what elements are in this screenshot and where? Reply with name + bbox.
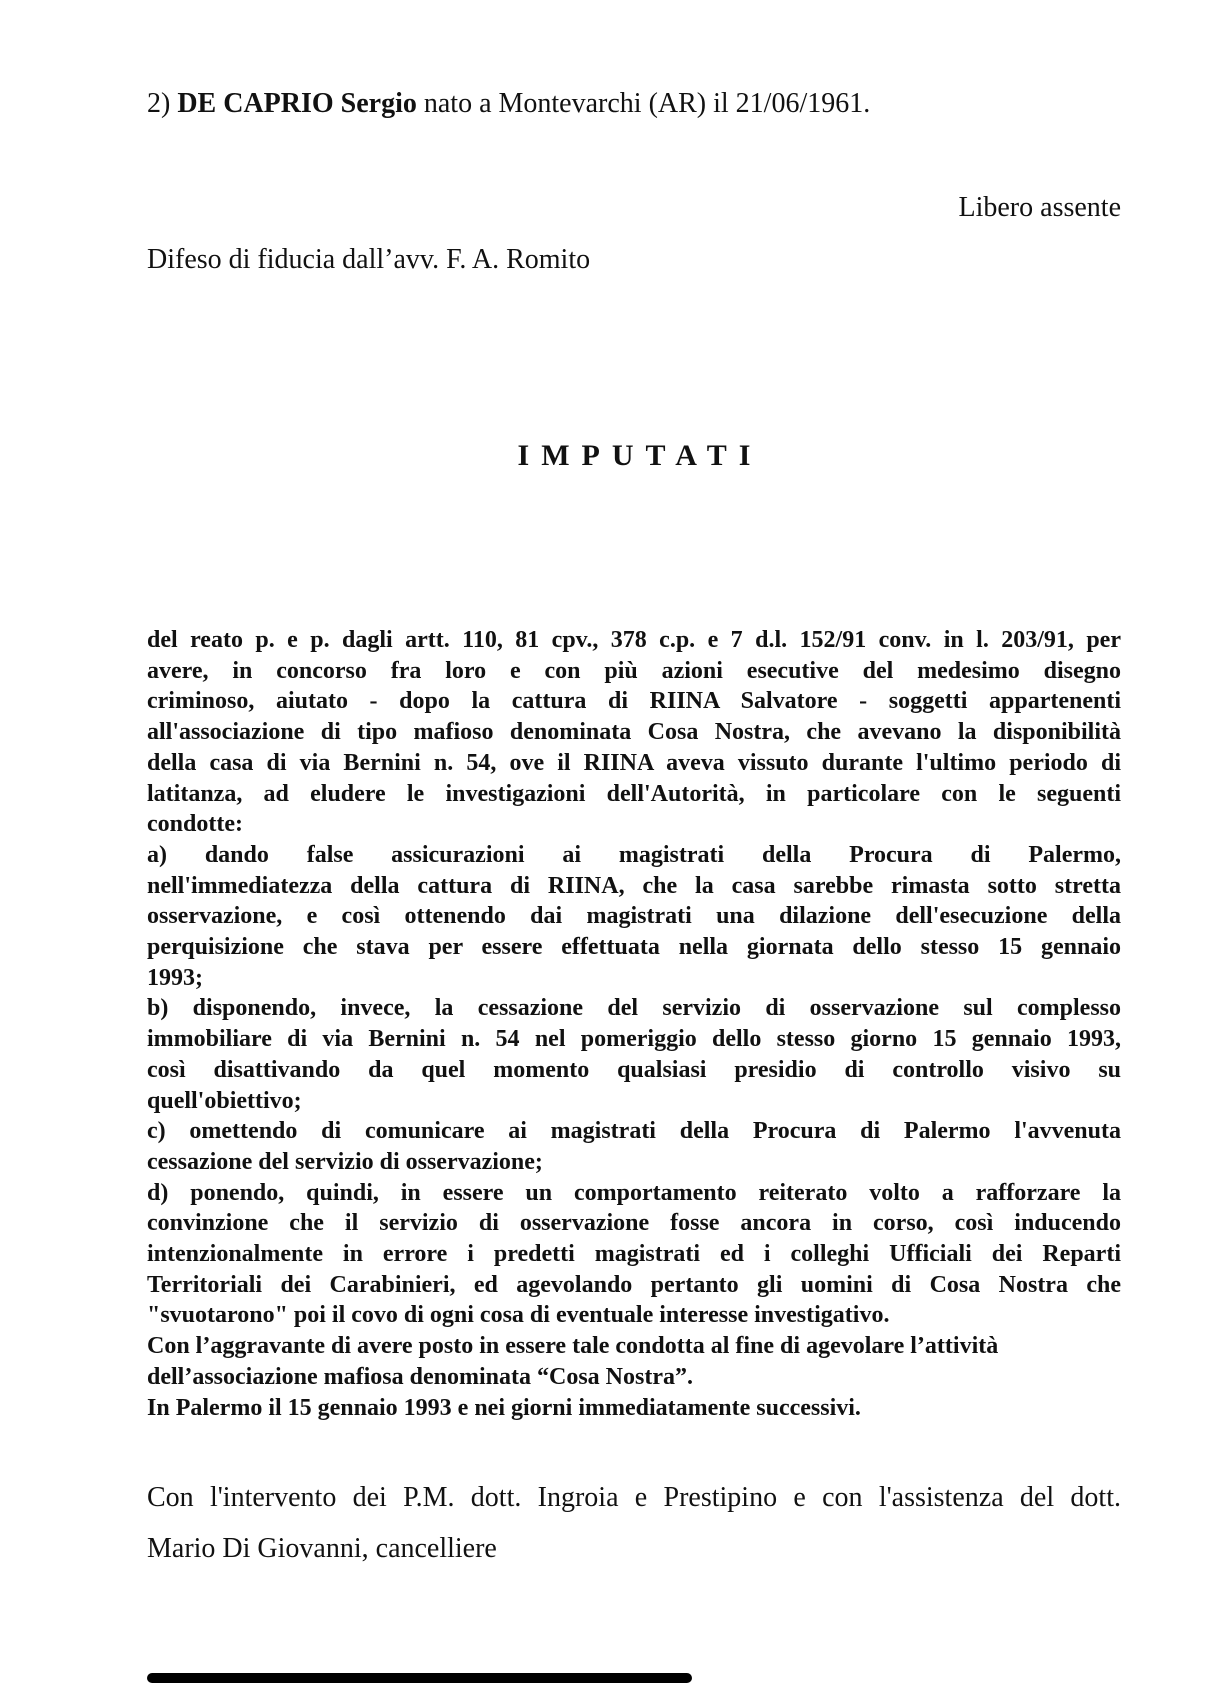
charges-line: Territoriali dei Carabinieri, ed agevolando pertanto gli uomini di Cosa Nostra che — [147, 1271, 1121, 1298]
charges-line: nell'immediatezza della cattura di RIINA, che la casa sarebbe rimasta sotto stretta — [147, 872, 1121, 899]
closing-line-2: Mario Di Giovanni, cancelliere — [147, 1533, 497, 1564]
charges-line: all'associazione di tipo mafioso denominata Cosa Nostra, che avevano la disponibilità — [147, 719, 1121, 746]
charges-line: così disattivando da quel momento qualsiasi presidio di controllo visivo su — [147, 1056, 1121, 1083]
charges-line: quell'obiettivo; — [147, 1087, 302, 1114]
defendant-details: nato a Montevarchi (AR) il 21/06/1961. — [423, 88, 871, 119]
charges-line: Con l’aggravante di avere posto in essere tale condotta al fine di agevolare l’attività — [147, 1333, 999, 1360]
home-indicator-bar[interactable] — [147, 1673, 692, 1683]
document-page — [147, 0, 1121, 1703]
defense-counsel: Difeso di fiducia dall’avv. F. A. Romito — [147, 244, 591, 275]
defendant-name: DE CAPRIO Sergio — [177, 88, 417, 119]
closing-line-1: Con l'intervento dei P.M. dott. Ingroia e Prestipino e con l'assistenza del dott. — [147, 1482, 1121, 1513]
charges-line: osservazione, e così ottenendo dai magistrati una dilazione dell'esecuzione della — [147, 903, 1121, 930]
charges-paragraph — [147, 625, 1121, 1423]
charges-line: 1993; — [147, 964, 203, 991]
charges-line: criminoso, aiutato - dopo la cattura di RIINA Salvatore - soggetti appartenenti — [147, 688, 1121, 715]
charges-line: del reato p. e p. dagli artt. 110, 81 cpv., 378 c.p. e 7 d.l. 152/91 conv. in l. 203/91, per — [147, 627, 1121, 653]
charges-line: In Palermo il 15 gennaio 1993 e nei giorni immediatamente successivi. — [147, 1394, 861, 1421]
charges-line: b) disponendo, invece, la cessazione del servizio di osservazione sul complesso — [147, 995, 1121, 1022]
charges-line: convinzione che il servizio di osservazione fosse ancora in corso, così inducendo — [147, 1210, 1121, 1237]
charges-line: condotte: — [147, 811, 243, 838]
charges-line: c) omettendo di comunicare ai magistrati della Procura di Palermo l'avvenuta — [147, 1118, 1121, 1145]
charges-line: "svuotarono" poi il covo di ogni cosa di eventuale interesse investigativo. — [147, 1302, 890, 1329]
charges-line: immobiliare di via Bernini n. 54 nel pomeriggio dello stesso giorno 15 gennaio 1993, — [147, 1026, 1121, 1053]
custody-status: Libero assente — [958, 192, 1121, 223]
charges-line: dell’associazione mafiosa denominata “Cosa Nostra”. — [147, 1363, 693, 1390]
charges-line: a) dando false assicurazioni ai magistrati della Procura di Palermo, — [147, 841, 1121, 868]
charges-line: avere, in concorso fra loro e con più azioni esecutive del medesimo disegno — [147, 657, 1121, 684]
charges-line: della casa di via Bernini n. 54, ove il RIINA aveva vissuto durante l'ultimo periodo di — [147, 749, 1121, 776]
charges-line: latitanza, ad eludere le investigazioni dell'Autorità, in particolare con le seguenti — [147, 780, 1121, 807]
charges-line: d) ponendo, quindi, in essere un comportamento reiterato volto a rafforzare la — [147, 1179, 1121, 1206]
defendant-number: 2) — [147, 88, 171, 119]
defendant-line — [147, 86, 870, 122]
charges-line: perquisizione che stava per essere effettuata nella giornata dello stesso 15 gennaio — [147, 934, 1121, 961]
charges-line: cessazione del servizio di osservazione; — [147, 1148, 543, 1175]
section-heading: IMPUTATI — [517, 439, 763, 472]
charges-line: intenzionalmente in errore i predetti magistrati ed i colleghi Ufficiali dei Reparti — [147, 1241, 1121, 1268]
